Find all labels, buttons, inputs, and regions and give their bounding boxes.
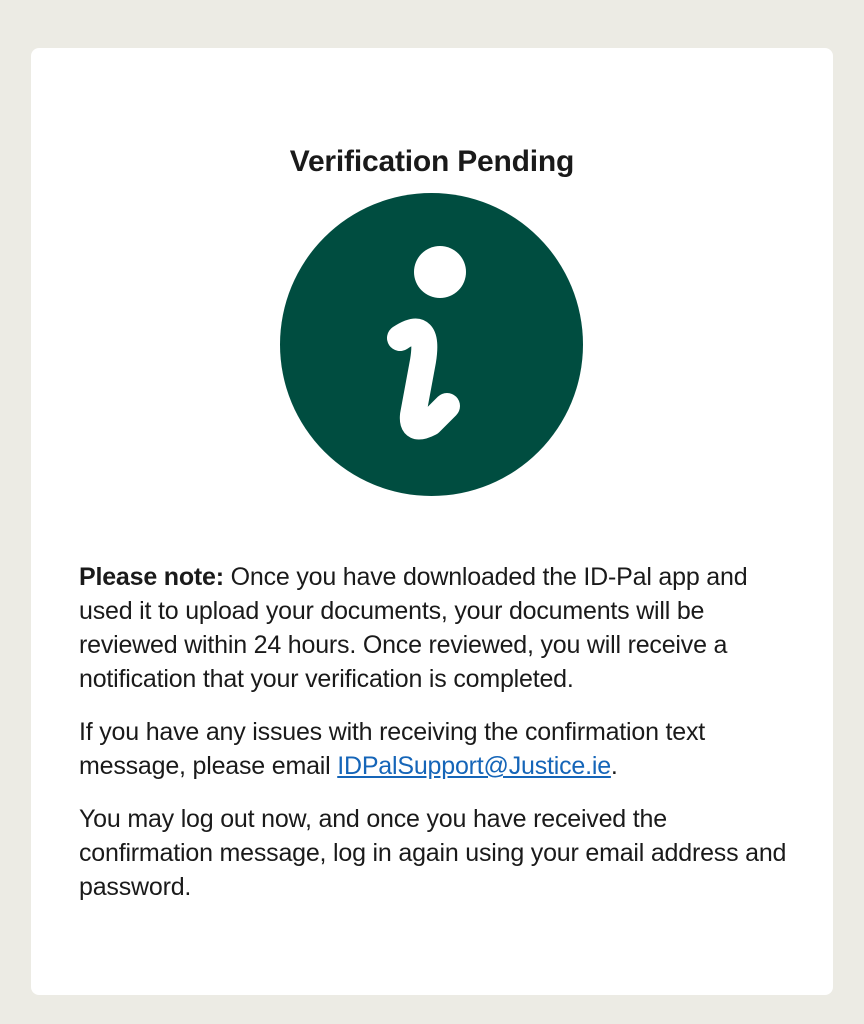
- note-paragraph: [79, 560, 791, 696]
- page-title: Verification Pending: [289, 145, 575, 178]
- message-body: [79, 560, 791, 923]
- note-text: Once you have downloaded the ID-Pal app and used it to upload your documents, your documents will be reviewed within 24 hours. Once reviewed, you will receive a notification that your verification is completed.: [79, 563, 748, 693]
- issues-end: .: [610, 752, 618, 780]
- note-label: Please note:: [79, 563, 224, 591]
- info-icon-dot: [414, 246, 466, 298]
- logout-paragraph: You may log out now, and once you have received the confirmation message, log in again using your email address and password.: [79, 805, 787, 901]
- info-icon: [280, 193, 583, 496]
- verification-card: [31, 48, 833, 995]
- issues-paragraph: [79, 715, 791, 783]
- issues-text: If you have any issues with receiving the confirmation text message, please email: [79, 718, 706, 780]
- support-email-link[interactable]: IDPalSupport@Justice.ie: [337, 752, 611, 780]
